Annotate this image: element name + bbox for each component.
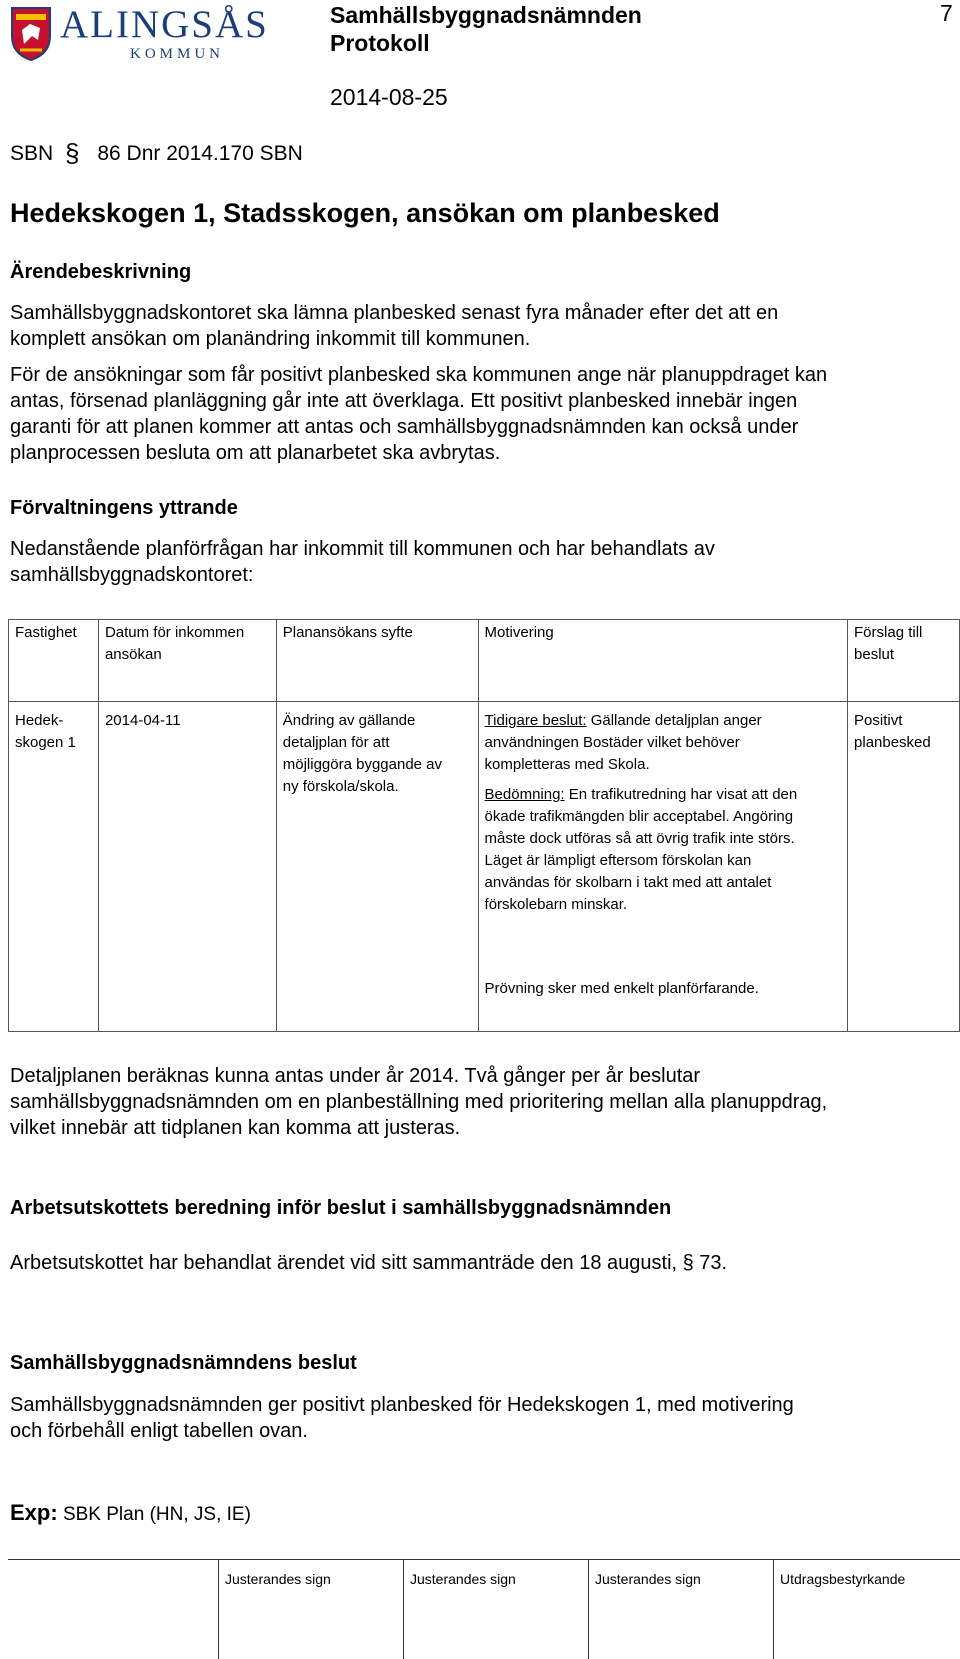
section-heading-beslut: Samhällsbyggnadsnämndens beslut [10,1352,357,1374]
header-fastighet: Fastighet [9,620,99,702]
header-motivering: Motivering [478,620,847,702]
logo-wordmark: ALINGSÅS [60,3,269,46]
section-symbol: § [65,138,80,168]
beslut-text [10,1392,794,1444]
table-header-row [9,620,960,702]
yttrande-text [10,536,715,588]
case-reference [10,140,303,167]
text-line: komplett ansökan om planändring inkommit till kommunen. [10,328,531,350]
cell-forslag: Positivt planbesked [848,702,960,1032]
provning-text: Prövning sker med enkelt planförfarande. [484,980,759,997]
au-text: Arbetsutskottet har behandlat ärendet vid sitt sammanträde den 18 augusti, § 73. [10,1252,728,1274]
section-heading-arende: Ärendebeskrivning [10,261,192,283]
text-line: samhällsbyggnadskontoret: [10,564,254,586]
text-line: Nedanstående planförfrågan har inkommit till kommunen och har behandlats av [10,538,715,560]
text-line: Detaljplanen beräknas kunna antas under år 2014. Två gånger per år beslutar [10,1065,701,1087]
signature-box-4: Utdragsbestyrkande [773,1559,960,1659]
tidigare-beslut-label: Tidigare beslut: [484,712,587,729]
text-line: Samhällsbyggnadskontoret ska lämna planbesked senast fyra månader efter det att en [10,302,779,324]
text-line: samhällsbyggnadsnämnden om en planbeställning med prioritering mellan alla planuppdrag, [10,1091,828,1113]
header-forslag: Förslag till beslut [848,620,960,702]
arende-text [10,300,827,466]
plan-request-table [8,619,960,1032]
text-line: och förbehåll enligt tabellen ovan. [10,1420,308,1442]
schedule-paragraph [10,1063,827,1141]
exp-recipients: SBK Plan (HN, JS, IE) [57,1504,251,1525]
header-datum: Datum för inkommen ansökan [98,620,276,702]
expedition-line [10,1500,251,1526]
signature-box-3: Justerandes sign [588,1559,770,1659]
cell-motivering: Tidigare beslut: Gällande detaljplan anger användningen Bostäder vilket behöver kompletteras med Skola. Bedömning: En trafikutredning har visat att den ökade trafikmängden blir acceptabel. Angöring måste dock utföras så att övrig trafik inte störs. Läget är lämpligt eftersom förskolan kan användas för skolbarn i takt med att antalet förskolebarn minskar. Prövning sker med enkelt planförfarande. [478,702,847,1032]
bedomning-label: Bedömning: [484,786,565,803]
cell-fastighet: Hedek- skogen 1 [9,702,99,1032]
section-dnr: 86 Dnr 2014.170 SBN [97,142,303,165]
cell-datum: 2014-04-11 [98,702,276,1032]
text-line: Samhällsbyggnadsnämnden ger positivt planbesked för Hedekskogen 1, med motivering [10,1394,794,1416]
text-line: antas, försenad planläggning går inte att överklaga. Ett positivt planbesked innebär ingen [10,390,798,412]
document-type: Protokoll [330,30,430,56]
signature-box-2: Justerandes sign [403,1559,585,1659]
text-line: garanti för att planen kommer att antas och samhällsbyggnadsnämnden kan också under [10,416,799,438]
section-heading-au: Arbetsutskottets beredning inför beslut i samhällsbyggnadsnämnden [10,1197,672,1219]
page-number: 7 [940,0,953,26]
municipality-shield-logo [10,6,52,62]
exp-label: Exp: [10,1500,58,1525]
table-row [9,702,960,1032]
logo-subtitle: KOMMUN [130,46,225,62]
committee-name: Samhällsbyggnadsnämnden [330,2,642,28]
page-title: Hedekskogen 1, Stadsskogen, ansökan om planbesked [10,198,720,228]
signature-box-1: Justerandes sign [218,1559,400,1659]
text-line: vilket innebär att tidplanen kan komma att justeras. [10,1117,461,1139]
header-syfte: Planansökans syfte [276,620,478,702]
cell-syfte: Ändring av gällande detaljplan för att möjliggöra byggande av ny förskola/skola. [276,702,478,1032]
meeting-date: 2014-08-25 [330,84,448,110]
text-line: För de ansökningar som får positivt planbesked ska kommunen ange när planuppdraget kan [10,364,828,386]
text-line: planprocessen besluta om att planarbetet ska avbrytas. [10,442,501,464]
org-code: SBN [10,142,54,165]
section-heading-yttrande: Förvaltningens yttrande [10,497,238,519]
